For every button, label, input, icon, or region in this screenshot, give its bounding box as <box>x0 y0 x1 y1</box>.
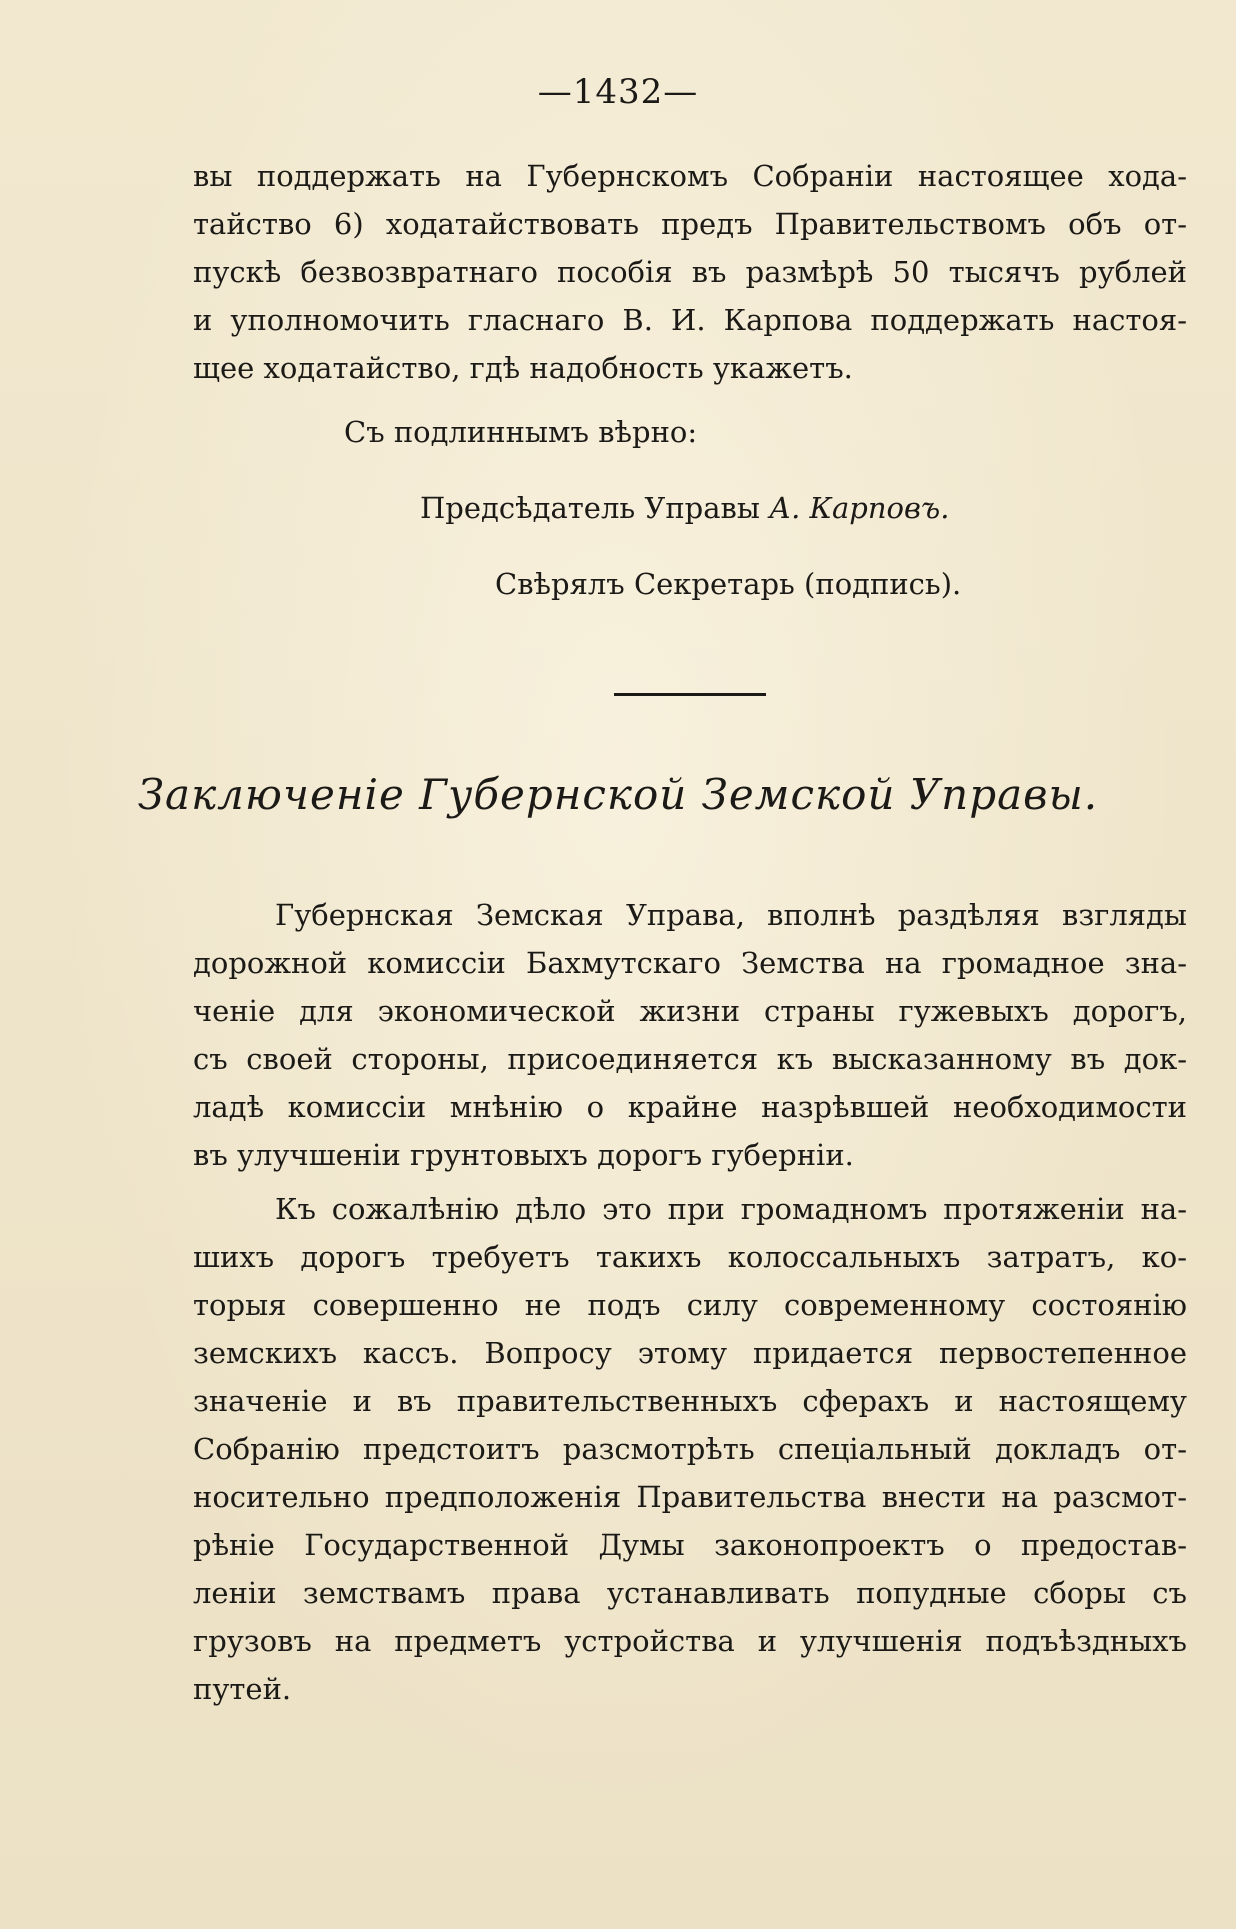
certified-copy-line: Съ подлиннымъ вѣрно: <box>344 415 698 449</box>
text-line: рѣніе Государственной Думы законопроектъ о предостав- <box>193 1528 1187 1562</box>
text-line: Къ сожалѣнію дѣло это при громадномъ протяженіи на- <box>275 1192 1187 1226</box>
chairman-signature-line <box>420 484 949 532</box>
paragraph-conclusion <box>193 891 1187 1179</box>
text-line: дорожной комиссіи Бахмутскаго Земства на громадное зна- <box>193 946 1187 980</box>
text-line: щее ходатайство, гдѣ надобность укажетъ. <box>193 351 853 385</box>
text-line: и уполномочить гласнаго В. И. Карпова поддержать настоя- <box>193 303 1187 337</box>
text-line: леніи земствамъ права устанавливать попудные сборы съ <box>193 1576 1187 1610</box>
text-line: ченіе для экономической жизни страны гужевыхъ дорогъ, <box>193 994 1187 1028</box>
text-line: Собранію предстоитъ разсмотрѣть спеціальный докладъ от- <box>193 1432 1187 1466</box>
text-line: торыя совершенно не подъ силу современному состоянію <box>193 1288 1187 1322</box>
page-number: —1432— <box>537 72 699 112</box>
text-line: шихъ дорогъ требуетъ такихъ колоссальныхъ затратъ, ко- <box>193 1240 1187 1274</box>
text-line: ладѣ комиссіи мнѣнію о крайне назрѣвшей необходимости <box>193 1090 1187 1124</box>
section-divider <box>614 693 766 696</box>
paragraph-regret <box>193 1185 1187 1713</box>
section-heading: Заключеніе Губернской Земской Управы. <box>137 770 1099 819</box>
text-line: путей. <box>193 1672 292 1706</box>
chairman-title: Предсѣдатель Управы <box>420 491 760 525</box>
text-line: Губернская Земская Управа, вполнѣ раздѣляя взгляды <box>275 898 1187 932</box>
chairman-name: А. Карповъ. <box>769 491 950 525</box>
text-line: вы поддержать на Губернскомъ Собраніи настоящее хода- <box>193 159 1187 193</box>
paragraph-resolution <box>193 152 1187 392</box>
text-line: въ улучшеніи грунтовыхъ дорогъ губерніи. <box>193 1138 854 1172</box>
text-line: пускѣ безвозвратнаго пособія въ размѣрѣ 50 тысячъ рублей <box>193 255 1187 289</box>
text-line: съ своей стороны, присоединяется къ высказанному въ док- <box>193 1042 1187 1076</box>
text-line: земскихъ кассъ. Вопросу этому придается первостепенное <box>193 1336 1187 1370</box>
secretary-signature-line: Свѣрялъ Секретарь (подпись). <box>495 567 962 601</box>
text-line: носительно предположенія Правительства внести на разсмот- <box>193 1480 1187 1514</box>
text-line: грузовъ на предметъ устройства и улучшенія подъѣздныхъ <box>193 1624 1187 1658</box>
text-line: тайство 6) ходатайствовать предъ Правительствомъ объ от- <box>193 207 1187 241</box>
text-line: значеніе и въ правительственныхъ сферахъ и настоящему <box>193 1384 1187 1418</box>
